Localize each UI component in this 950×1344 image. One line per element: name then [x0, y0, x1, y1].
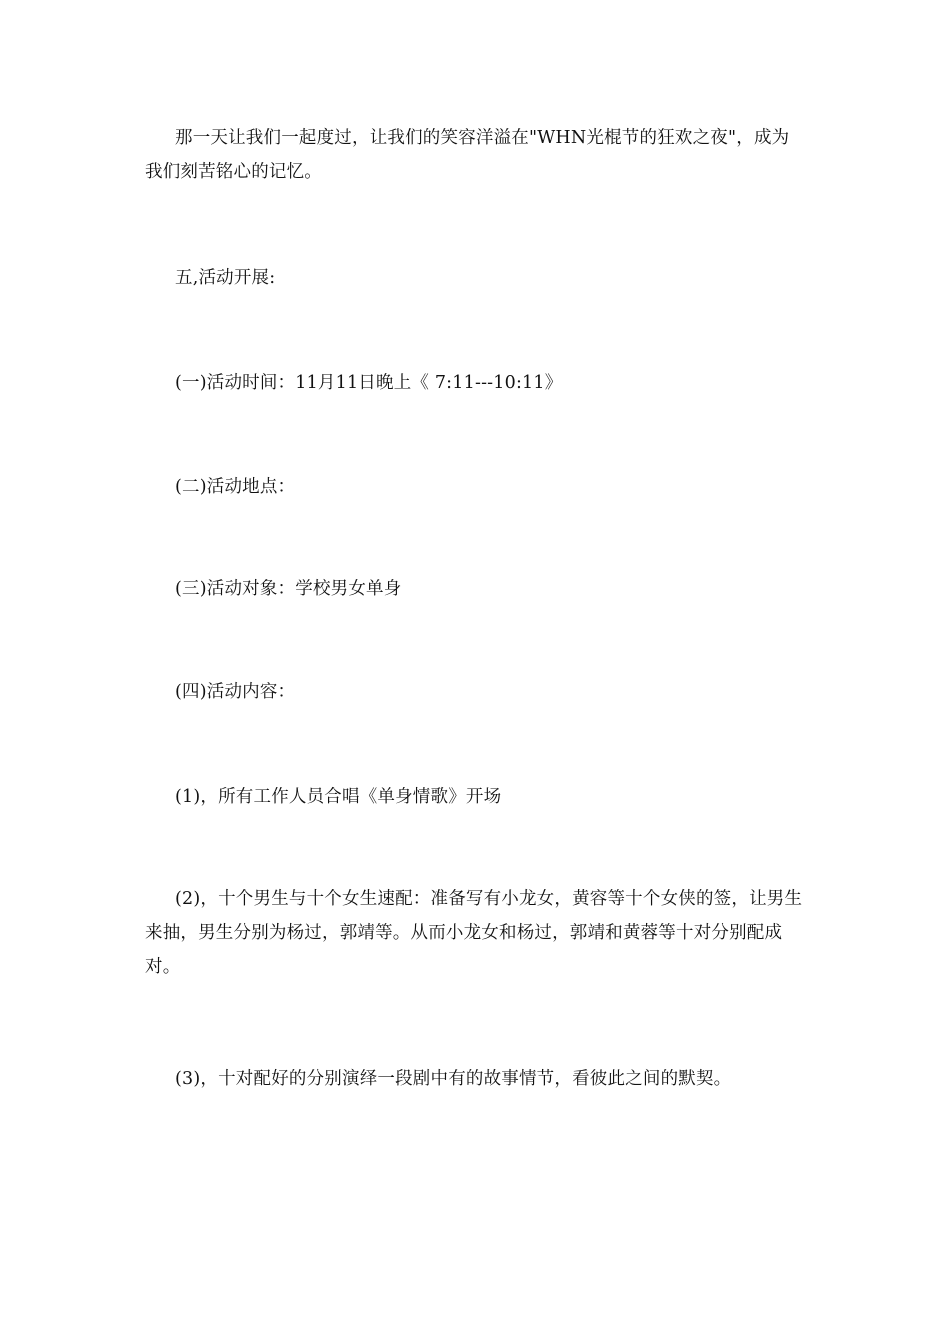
- activity-item-3: (3)，十对配好的分别演绎一段剧中有的故事情节，看彼此之间的默契。: [175, 1069, 732, 1089]
- section-heading-activities: 五,活动开展:: [175, 268, 276, 288]
- activity-item-2: (2)，十个男生与十个女生速配：准备写有小龙女，黄容等十个女侠的签，让男生来抽，男生分别为杨过，郭靖等。从而小龙女和杨过，郭靖和黄蓉等十对分别配成对。: [145, 889, 803, 977]
- activity-time: (一)活动时间：11月11日晚上《 7:11---10:11》: [175, 373, 563, 393]
- activity-content-heading: (四)活动内容：: [175, 682, 296, 702]
- activity-participants: (三)活动对象：学校男女单身: [175, 579, 402, 599]
- activity-item-1: (1)，所有工作人员合唱《单身情歌》开场: [175, 787, 502, 807]
- activity-location: (二)活动地点：: [175, 477, 296, 497]
- paragraph-intro-closing: 那一天让我们一起度过，让我们的笑容洋溢在"WHN光棍节的狂欢之夜"，成为我们刻苦铭心的记忆。: [145, 128, 790, 182]
